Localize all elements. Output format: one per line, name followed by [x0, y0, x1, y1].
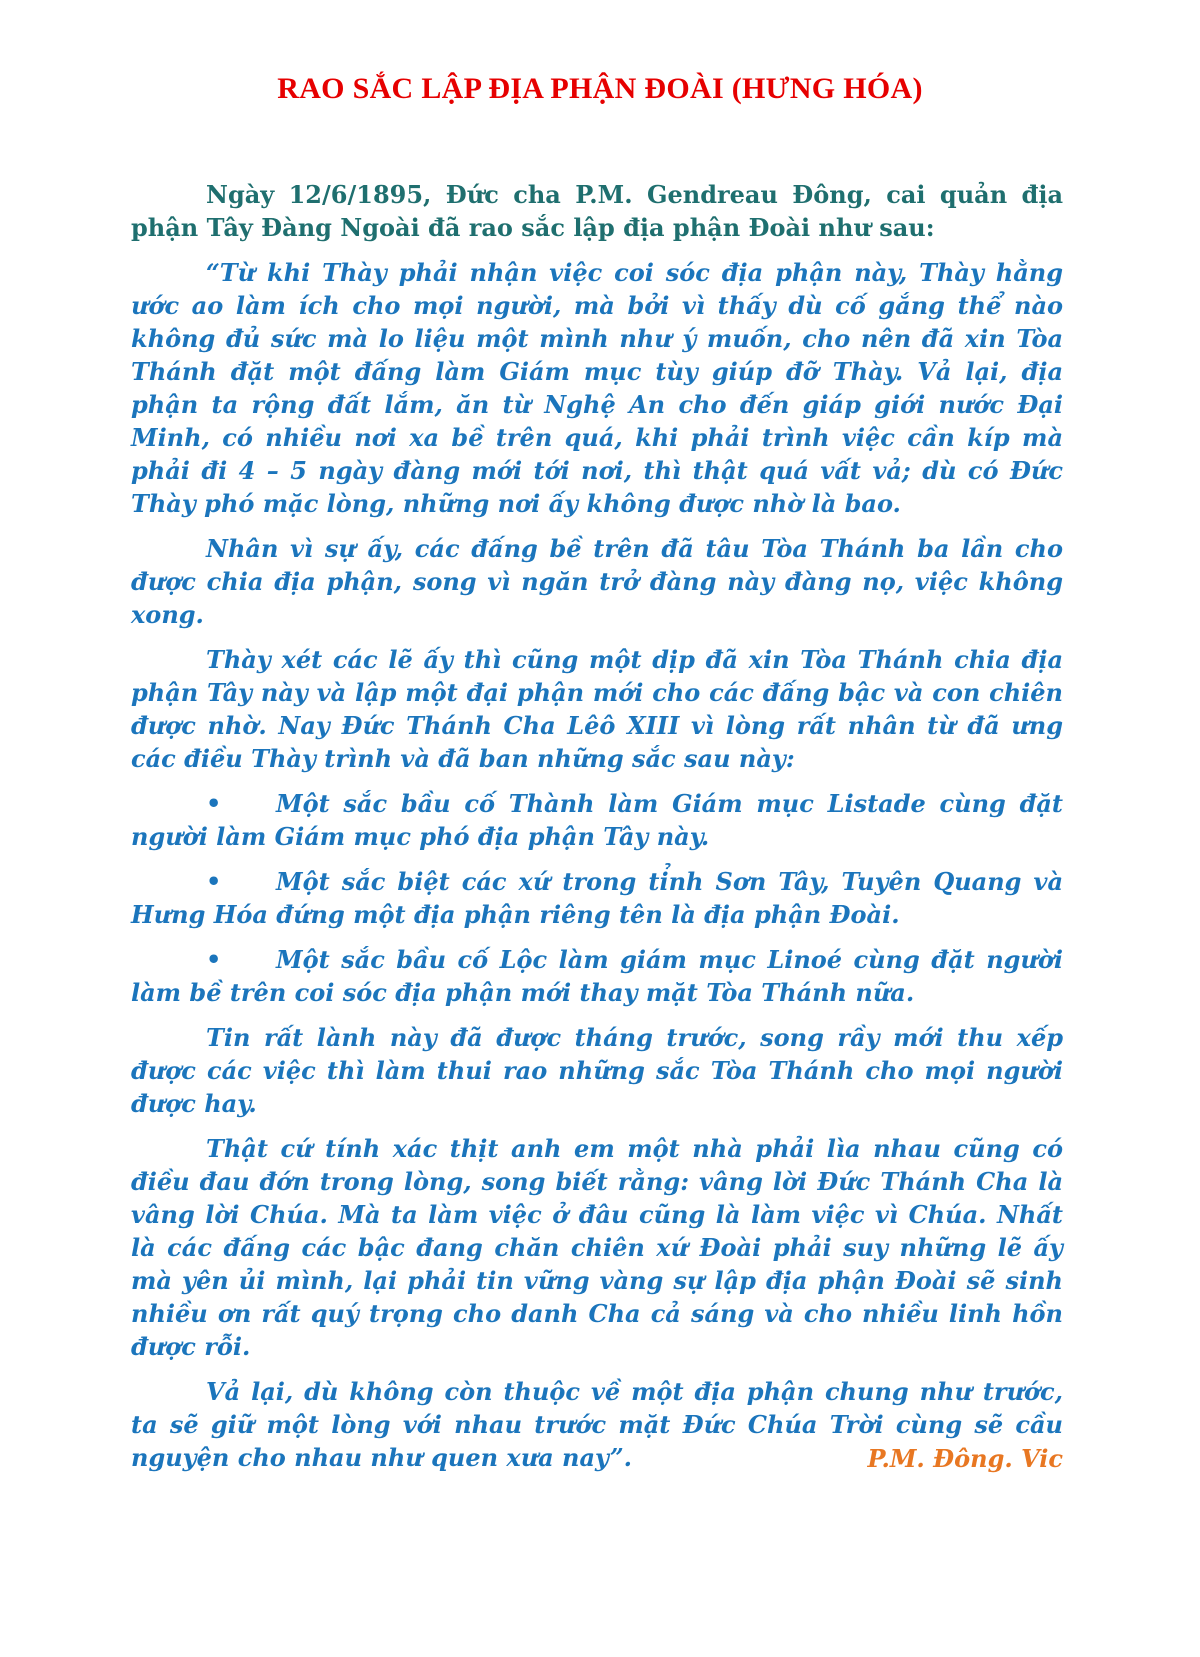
document-body: [131, 178, 1063, 1486]
bullet-item-2: [131, 865, 1063, 931]
bullet-text: Một sắc biệt các xứ trong tỉnh Sơn Tây, Tuyên Quang và Hưng Hóa đứng một địa phận riêng tên là địa phận Đoài.: [131, 867, 1063, 929]
quote-paragraph-2: Nhân vì sự ấy, các đấng bề trên đã tâu Tòa Thánh ba lần cho được chia địa phận, song vì ngăn trở đàng này đàng nọ, việc không xong.: [131, 534, 1063, 629]
quote-paragraph-1: “Từ khi Thày phải nhận việc coi sóc địa phận này, Thày hằng ước ao làm ích cho mọi người, mà bởi vì thấy dù cố gắng thể nào không đủ sức mà lo liệu một mình như ý muốn, cho nên đã xin Tòa Thánh đặt một đấng làm Giám mục tùy giúp đỡ Thày. Vả lại, địa phận ta rộng đất lắm, ăn từ Nghệ An cho đến giáp giới nước Đại Minh, có nhiều nơi xa bề trên quá, khi phải trình việc cần kíp mà phải đi 4 – 5 ngày đàng mới tới nơi, thì thật quá vất vả; dù có Đức Thày phó mặc lòng, những nơi ấy không được nhờ là bao.: [131, 258, 1063, 518]
quote-paragraph-3: Thày xét các lẽ ấy thì cũng một dịp đã xin Tòa Thánh chia địa phận Tây này và lập một đại phận mới cho các đấng bậc và con chiên được nhờ. Nay Đức Thánh Cha Lêô XIII vì lòng rất nhân từ đã ưng các điều Thày trình và đã ban những sắc sau này:: [131, 645, 1063, 773]
intro-paragraph: Ngày 12/6/1895, Đức cha P.M. Gendreau Đông, cai quản địa phận Tây Đàng Ngoài đã rao sắc lập địa phận Đoài như sau:: [131, 180, 1063, 242]
closing-paragraph-1: Tin rất lành này đã được tháng trước, song rầy mới thu xếp được các việc thì làm thui rao những sắc Tòa Thánh cho mọi người được hay.: [131, 1023, 1063, 1118]
bullet-symbol: •: [206, 867, 222, 896]
bullet-symbol: •: [206, 789, 222, 818]
closing-paragraph-2: Thật cứ tính xác thịt anh em một nhà phải lìa nhau cũng có điều đau đớn trong lòng, song biết rằng: vâng lời Đức Thánh Cha là vâng lời Chúa. Mà ta làm việc ở đâu cũng là làm việc vì Chúa. Nhất là các đấng các bậc đang chăn chiên xứ Đoài phải suy những lẽ ấy mà yên ủi mình, lại phải tin vững vàng sự lập địa phận Đoài sẽ sinh nhiều ơn rất quý trọng cho danh Cha cả sáng và cho nhiều linh hồn được rỗi.: [131, 1134, 1063, 1361]
bullet-text: Một sắc bầu cố Thành làm Giám mục Listade cùng đặt người làm Giám mục phó địa phận Tây này.: [131, 789, 1063, 851]
document-title: RAO SẮC LẬP ĐỊA PHẬN ĐOÀI (HƯNG HÓA): [277, 72, 923, 105]
signature: P.M. Đông. Vic: [867, 1444, 1063, 1473]
bullet-item-1: [131, 787, 1063, 853]
bullet-item-3: [131, 943, 1063, 1009]
closing-paragraph-3: Vả lại, dù không còn thuộc về một địa phận chung như trước, ta sẽ giữ một lòng với nhau trước mặt Đức Chúa Trời cùng sẽ cầu nguyện cho nhau như quen xưa nay”.: [131, 1377, 1063, 1472]
bullet-text: Một sắc bầu cố Lộc làm giám mục Linoé cùng đặt người làm bề trên coi sóc địa phận mới thay mặt Tòa Thánh nữa.: [131, 945, 1063, 1007]
bullet-symbol: •: [206, 945, 222, 974]
